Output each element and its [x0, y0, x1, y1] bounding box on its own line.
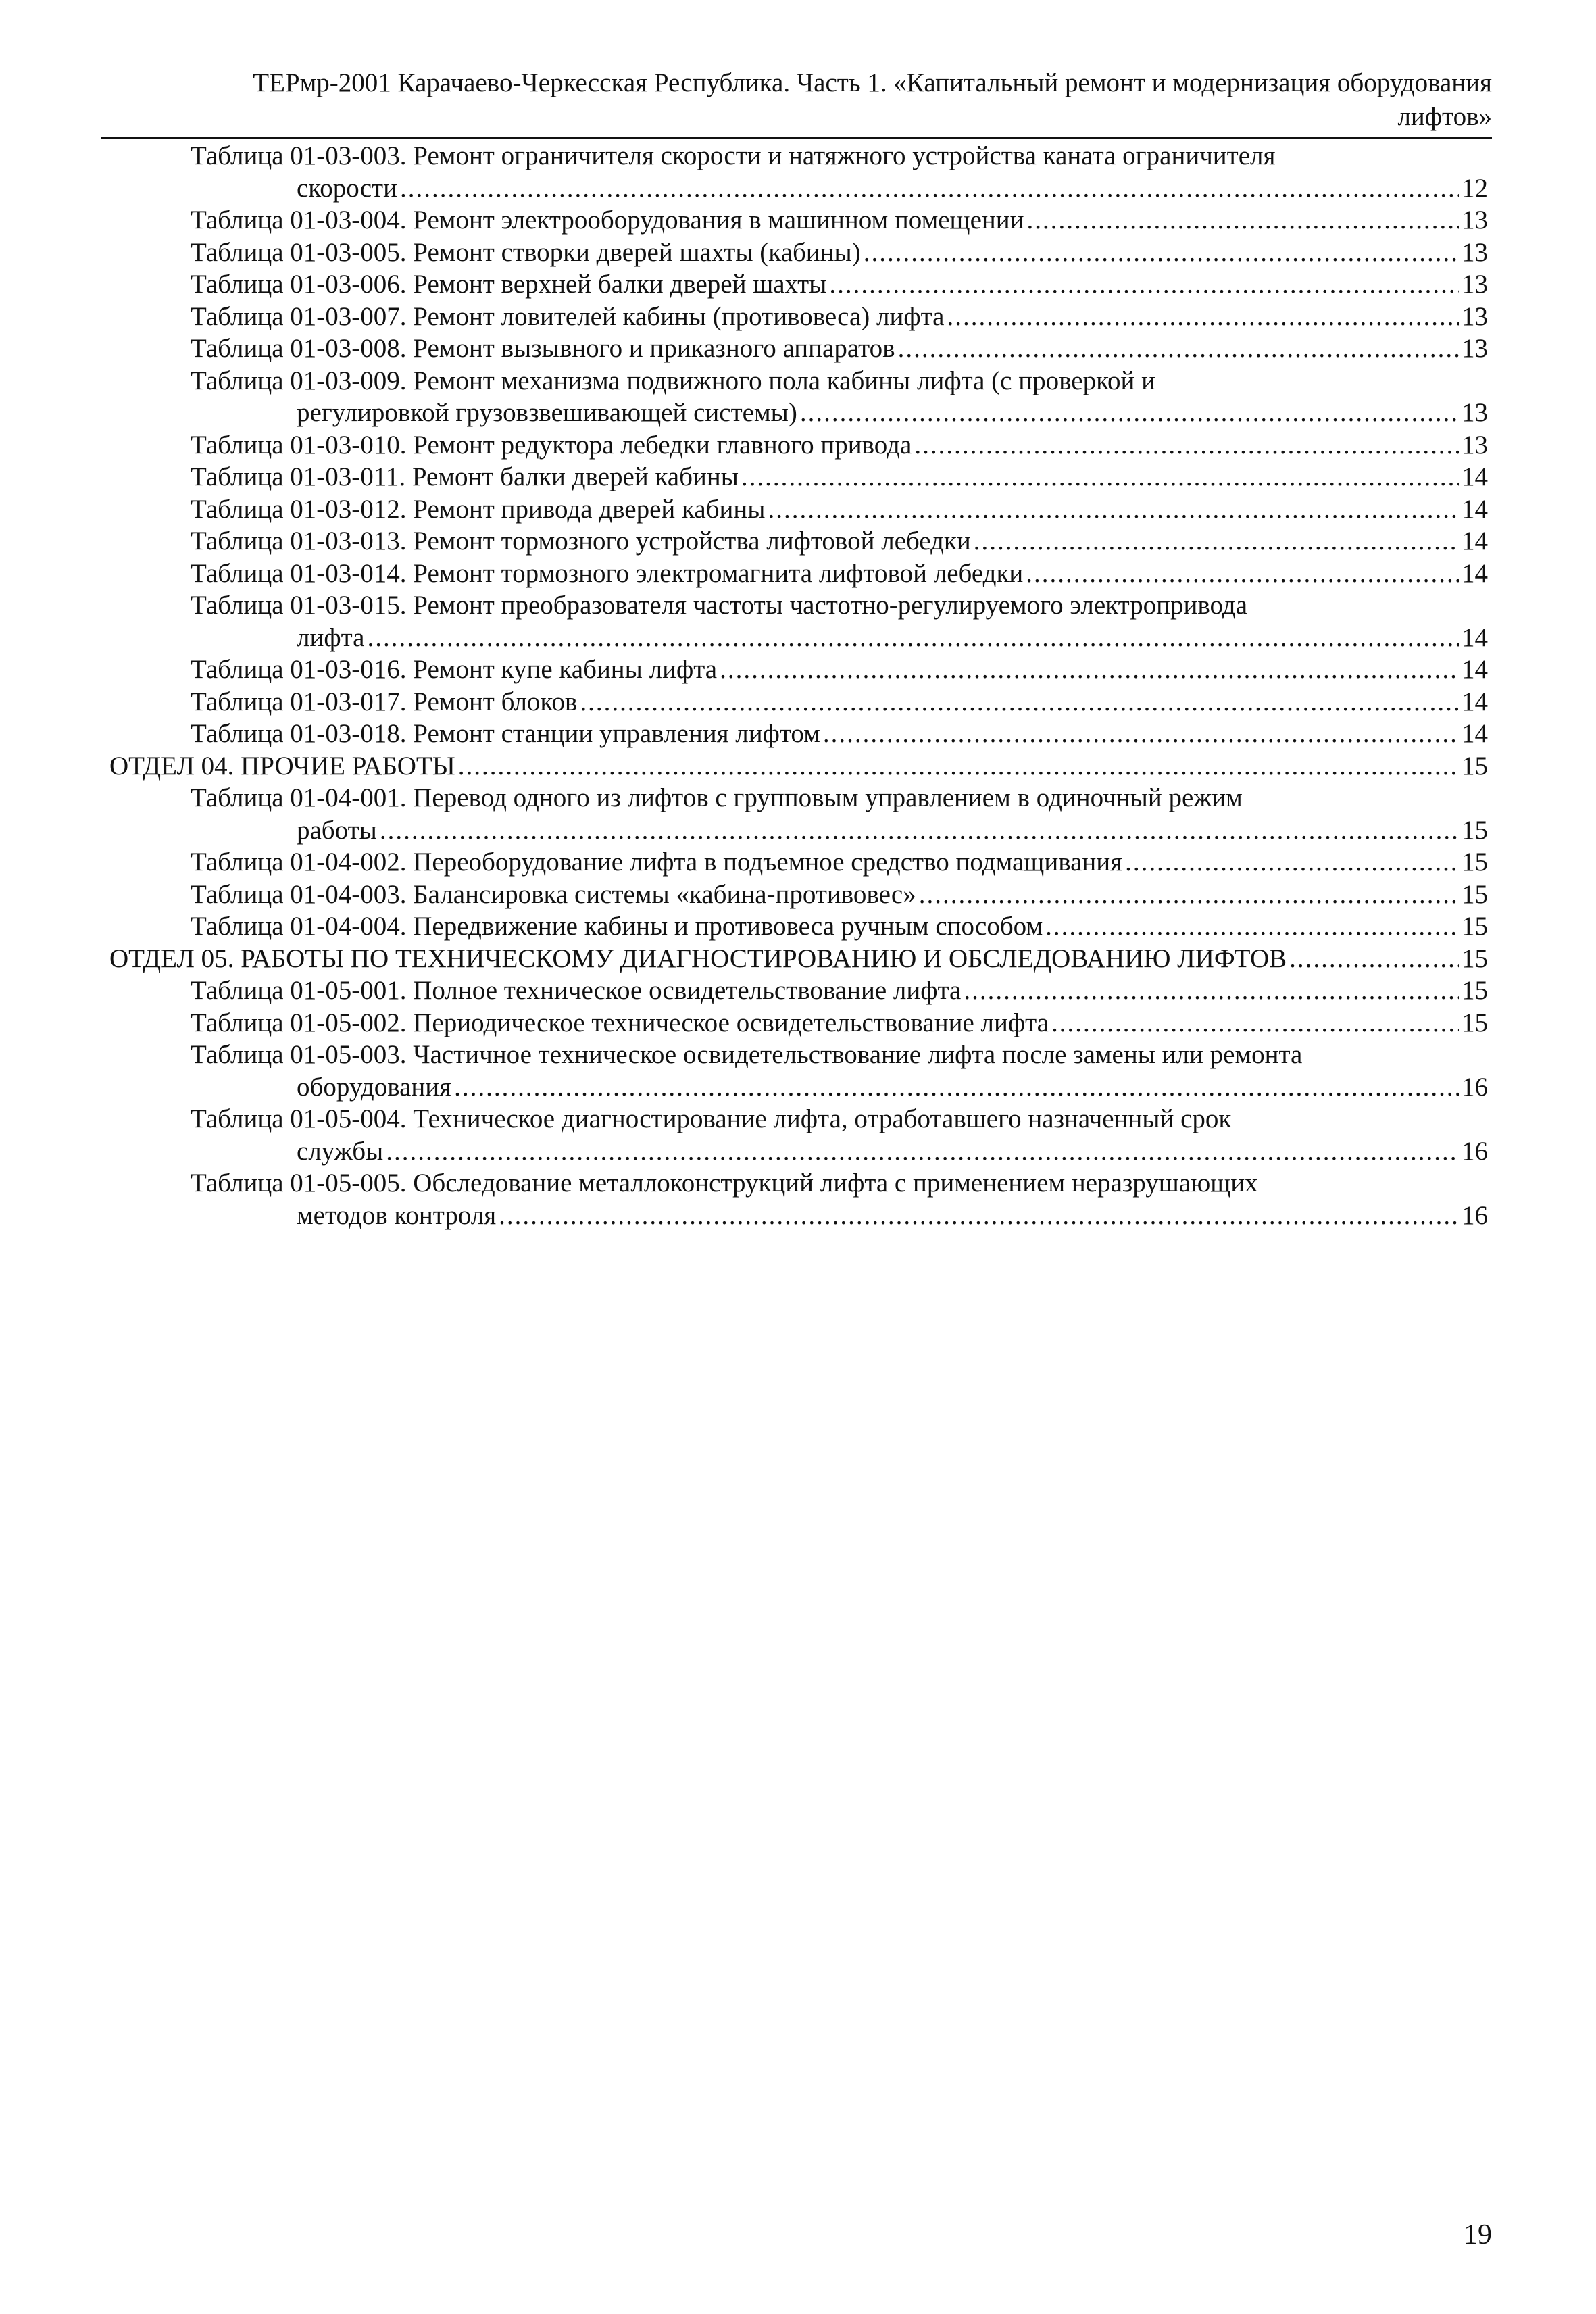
toc-entry-title-line: Таблица 01-05-001. Полное техническое освидетельствование лифта — [191, 976, 962, 1005]
toc-table-entry[interactable] — [0, 1039, 1488, 1103]
toc-entry-title-line: Таблица 01-03-004. Ремонт электрооборудования в машинном помещении — [191, 205, 1024, 235]
toc-entry-title-line: Таблица 01-03-018. Ремонт станции управления лифтом — [191, 719, 820, 748]
toc-table-entry[interactable] — [0, 846, 1488, 879]
toc-page-number: 15 — [1462, 943, 1488, 973]
toc-table-entry[interactable] — [0, 461, 1488, 493]
toc-table-entry[interactable] — [0, 268, 1488, 301]
dot-leader — [1026, 558, 1459, 590]
toc-entry-last-line — [191, 204, 1488, 237]
toc-entry-title-line: Таблица 01-03-012. Ремонт привода дверей кабины — [191, 494, 766, 524]
toc-table-entry[interactable] — [0, 333, 1488, 365]
toc-entry-last-line — [191, 654, 1488, 686]
toc-page-number: 12 — [1462, 173, 1488, 203]
dot-leader — [947, 301, 1459, 333]
toc-entry-title-line: службы — [297, 1136, 384, 1166]
dot-leader — [974, 525, 1459, 558]
toc-page-number: 15 — [1462, 976, 1488, 1005]
toc-entry-last-line — [191, 1007, 1488, 1039]
toc-page-number: 13 — [1462, 430, 1488, 460]
toc-entry-title-line: методов контроля — [297, 1200, 497, 1230]
toc-section-entry[interactable] — [0, 943, 1488, 975]
toc-table-entry[interactable] — [0, 525, 1488, 558]
toc-page-number: 14 — [1462, 655, 1488, 684]
toc-table-entry[interactable] — [0, 782, 1488, 846]
toc-table-entry[interactable] — [0, 589, 1488, 654]
dot-leader — [864, 237, 1459, 269]
toc-entry-last-line — [191, 268, 1488, 301]
dot-leader — [964, 975, 1459, 1007]
toc-table-entry[interactable] — [0, 879, 1488, 911]
dot-leader — [367, 622, 1459, 654]
toc-entry-title-line: Таблица 01-03-006. Ремонт верхней балки дверей шахты — [191, 270, 827, 299]
dot-leader — [829, 268, 1459, 301]
toc-page-number: 13 — [1462, 237, 1488, 267]
toc-entry-title-line: оборудования — [297, 1072, 452, 1102]
toc-table-entry[interactable] — [0, 1007, 1488, 1039]
dot-leader — [720, 654, 1459, 686]
toc-page-number: 14 — [1462, 687, 1488, 716]
toc-entry-last-line — [191, 622, 1488, 654]
toc-entry-last-line — [191, 879, 1488, 911]
dot-leader — [800, 397, 1459, 429]
toc-entry-last-line — [191, 493, 1488, 526]
toc-table-entry[interactable] — [0, 1167, 1488, 1231]
toc-entry-title-line: Таблица 01-03-009. Ремонт механизма подвижного пола кабины лифта (с проверкой и — [191, 366, 1156, 395]
toc-entry-last-line — [191, 301, 1488, 333]
toc-entry-last-line — [109, 943, 1488, 975]
table-of-contents — [0, 140, 1596, 1231]
toc-page-number: 13 — [1462, 205, 1488, 235]
toc-entry-title-line: Таблица 01-03-013. Ремонт тормозного устройства лифтовой лебедки — [191, 526, 971, 556]
toc-table-entry[interactable] — [0, 365, 1488, 429]
toc-entry-last-line — [109, 750, 1488, 783]
toc-page-number: 14 — [1462, 494, 1488, 524]
dot-leader — [454, 1071, 1459, 1104]
toc-entry-title-line: Таблица 01-03-014. Ремонт тормозного электромагнита лифтовой лебедки — [191, 558, 1024, 588]
toc-entry-title-line: скорости — [297, 173, 397, 203]
toc-section-entry[interactable] — [0, 750, 1488, 783]
toc-page-number: 13 — [1462, 334, 1488, 363]
toc-page-number: 16 — [1462, 1136, 1488, 1166]
toc-entry-title-line: Таблица 01-04-003. Балансировка системы «кабина-противовес» — [191, 879, 916, 909]
dot-leader — [499, 1200, 1459, 1232]
toc-page-number: 15 — [1462, 912, 1488, 941]
toc-page-number: 15 — [1462, 751, 1488, 781]
dot-leader — [458, 750, 1459, 783]
dot-leader — [919, 879, 1459, 911]
toc-entry-last-line — [191, 429, 1488, 462]
toc-entry-title-line: Таблица 01-03-008. Ремонт вызывного и приказного аппаратов — [191, 334, 895, 363]
toc-entry-title-line: Таблица 01-04-001. Перевод одного из лифтов с групповым управлением в одиночный режим — [191, 783, 1243, 812]
toc-table-entry[interactable] — [0, 558, 1488, 590]
toc-entry-title-line: Таблица 01-03-017. Ремонт блоков — [191, 687, 578, 716]
toc-page-number: 15 — [1462, 815, 1488, 845]
toc-entry-title-line: Таблица 01-03-011. Ремонт балки дверей кабины — [191, 462, 739, 491]
dot-leader — [400, 172, 1459, 205]
toc-entry-last-line — [191, 172, 1488, 205]
toc-table-entry[interactable] — [0, 204, 1488, 237]
dot-leader — [1045, 910, 1459, 943]
toc-entry-title-line: Таблица 01-03-010. Ремонт редуктора лебедки главного привода — [191, 430, 912, 460]
toc-table-entry[interactable] — [0, 910, 1488, 943]
toc-entry-title-line: регулировкой грузовзвешивающей системы) — [297, 398, 797, 427]
toc-table-entry[interactable] — [0, 429, 1488, 462]
toc-entry-last-line — [191, 558, 1488, 590]
toc-page-number: 15 — [1462, 1008, 1488, 1037]
dot-leader — [823, 718, 1459, 750]
toc-page-number: 14 — [1462, 526, 1488, 556]
toc-entry-title-line: Таблица 01-05-004. Техническое диагностирование лифта, отработавшего назначенный срок — [191, 1104, 1232, 1133]
toc-entry-last-line — [191, 1200, 1488, 1232]
dot-leader — [380, 814, 1459, 847]
toc-entry-last-line — [191, 910, 1488, 943]
toc-entry-title-line: Таблица 01-05-003. Частичное техническое освидетельствование лифта после замены или ремонта — [191, 1040, 1303, 1069]
dot-leader — [1051, 1007, 1459, 1039]
toc-entry-title-line: работы — [297, 815, 377, 845]
dot-leader — [386, 1135, 1459, 1168]
toc-entry-last-line — [191, 975, 1488, 1007]
running-header-line: лифтов» — [1397, 102, 1492, 131]
toc-entry-last-line — [191, 814, 1488, 847]
toc-page-number: 13 — [1462, 301, 1488, 331]
toc-entry-last-line — [191, 1071, 1488, 1104]
toc-entry-last-line — [191, 718, 1488, 750]
toc-entry-last-line — [191, 461, 1488, 493]
toc-entry-title-line: Таблица 01-03-015. Ремонт преобразователя частоты частотно-регулируемого электропривода — [191, 591, 1248, 620]
toc-entry-last-line — [191, 686, 1488, 718]
toc-entry-title-line: Таблица 01-05-005. Обследование металлоконструкций лифта с применением неразрушающих — [191, 1168, 1258, 1198]
toc-entry-title-line: Таблица 01-03-003. Ремонт ограничителя скорости и натяжного устройства каната ограничителя — [191, 141, 1276, 170]
toc-entry-title-line: Таблица 01-04-002. Переоборудование лифта в подъемное средство подмащивания — [191, 847, 1123, 877]
toc-table-entry[interactable] — [0, 975, 1488, 1007]
header-rule — [101, 137, 1492, 139]
running-header-line: ТЕРмр-2001 Карачаево-Черкесская Республика. Часть 1. «Капитальный ремонт и модернизация оборудования — [253, 68, 1492, 97]
toc-table-entry[interactable] — [0, 140, 1488, 204]
toc-entry-title-line: Таблица 01-03-005. Ремонт створки дверей шахты (кабины) — [191, 237, 861, 267]
dot-leader — [898, 333, 1459, 365]
toc-entry-title-line: Таблица 01-04-004. Передвижение кабины и противовеса ручным способом — [191, 912, 1043, 941]
toc-entry-last-line — [191, 237, 1488, 269]
toc-entry-title-line: Таблица 01-05-002. Периодическое техническое освидетельствование лифта — [191, 1008, 1049, 1037]
toc-page-number: 14 — [1462, 622, 1488, 652]
dot-leader — [580, 686, 1459, 718]
toc-page-number: 14 — [1462, 719, 1488, 748]
toc-page-number: 15 — [1462, 879, 1488, 909]
toc-page-number: 16 — [1462, 1072, 1488, 1102]
toc-entry-title-line: лифта — [297, 622, 365, 652]
dot-leader — [1289, 943, 1459, 975]
toc-page-number: 14 — [1462, 558, 1488, 588]
toc-entry-title-line: ОТДЕЛ 05. РАБОТЫ ПО ТЕХНИЧЕСКОМУ ДИАГНОСТИРОВАНИЮ И ОБСЛЕДОВАНИЮ ЛИФТОВ — [109, 943, 1287, 973]
toc-entry-title-line: Таблица 01-03-007. Ремонт ловителей кабины (противовеса) лифта — [191, 301, 945, 331]
toc-table-entry[interactable] — [0, 237, 1488, 269]
toc-entry-last-line — [191, 333, 1488, 365]
toc-page-number: 16 — [1462, 1200, 1488, 1230]
toc-table-entry[interactable] — [0, 686, 1488, 718]
toc-entry-last-line — [191, 397, 1488, 429]
page-number: 19 — [1464, 2219, 1492, 2250]
toc-table-entry[interactable] — [0, 654, 1488, 686]
toc-table-entry[interactable] — [0, 1103, 1488, 1167]
toc-entry-title-line: Таблица 01-03-016. Ремонт купе кабины лифта — [191, 655, 718, 684]
toc-table-entry[interactable] — [0, 718, 1488, 750]
toc-table-entry[interactable] — [0, 301, 1488, 333]
running-header — [101, 66, 1492, 134]
dot-leader — [741, 461, 1459, 493]
toc-entry-last-line — [191, 525, 1488, 558]
toc-entry-last-line — [191, 1135, 1488, 1168]
toc-table-entry[interactable] — [0, 493, 1488, 526]
toc-page-number: 15 — [1462, 847, 1488, 877]
dot-leader — [1125, 846, 1459, 879]
toc-entry-last-line — [191, 846, 1488, 879]
dot-leader — [1027, 204, 1459, 237]
dot-leader — [768, 493, 1460, 526]
toc-page-number: 14 — [1462, 462, 1488, 491]
toc-page-number: 13 — [1462, 398, 1488, 427]
toc-page-number: 13 — [1462, 270, 1488, 299]
dot-leader — [914, 429, 1459, 462]
toc-entry-title-line: ОТДЕЛ 04. ПРОЧИЕ РАБОТЫ — [109, 751, 455, 781]
